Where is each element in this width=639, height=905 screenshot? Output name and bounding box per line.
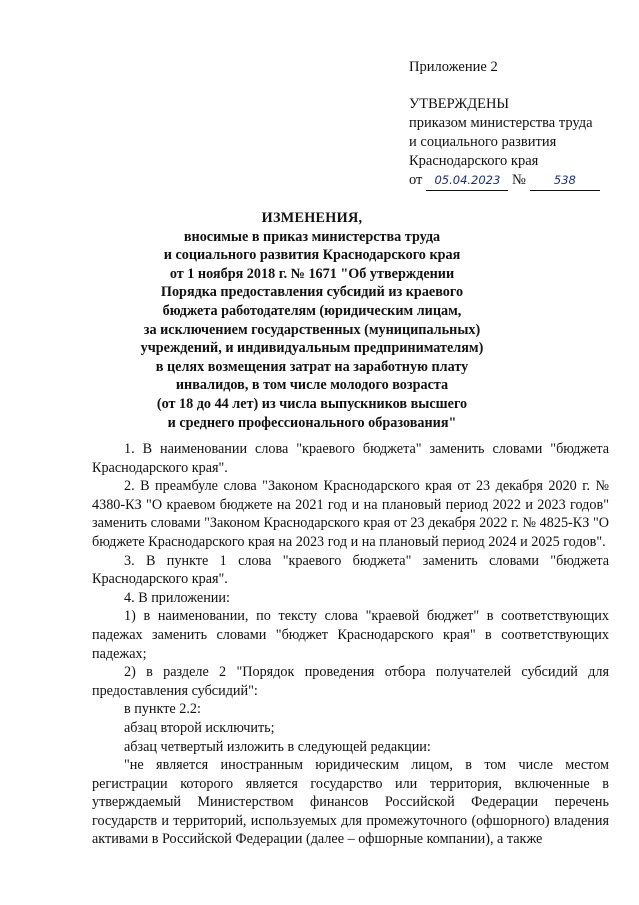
document-title [92, 209, 532, 432]
approval-line-2: и социального развития [409, 134, 557, 150]
title-line: и среднего профессионального образования" [167, 414, 457, 431]
paragraph: 3. В пункте 1 слова "краевого бюджета" заменить словами "бюджета Краснодарского края". [92, 552, 609, 588]
date-prefix: от [409, 172, 423, 188]
paragraph: 1) в наименовании, по тексту слова "краевой бюджет" в соответствующих падежах заменить словами "бюджет Краснодарского края" в соответствующих падежах; [92, 608, 609, 662]
order-date-line [409, 171, 624, 191]
paragraph: 4. В приложении: [124, 589, 230, 606]
approval-stamp [409, 58, 624, 191]
order-date: 05.04.2023 [426, 171, 508, 191]
title-line: инвалидов, в том числе молодого возраста [175, 377, 449, 394]
paragraph: абзац второй исключить; [124, 719, 275, 736]
paragraph: 1. В наименовании слова "краевого бюджета" заменить словами "бюджета Краснодарского края". [92, 441, 609, 476]
title-line: бюджета работодателям (юридическим лицам, [162, 302, 462, 319]
annex-label: Приложение 2 [409, 59, 498, 75]
title-heading: ИЗМЕНЕНИЯ, [261, 210, 363, 226]
title-line: и социального развития Краснодарского края [163, 247, 461, 264]
approval-line-3: Краснодарского края [409, 153, 539, 169]
paragraph: абзац четвертый изложить в следующей редакции: [124, 738, 431, 755]
approval-line-1: приказом министерства труда [409, 115, 593, 131]
title-line: вносимые в приказ министерства труда [183, 228, 441, 245]
number-sign: № [512, 172, 526, 188]
paragraph: 2. В преамбуле слова "Законом Краснодарского края от 23 декабря 2020 г. № 4380-КЗ "О краевом бюджете на 2021 год и на плановый период 2022 и 2023 годов" заменить словами "Законом Краснодарского края от 23 декабря 2022 г. № 4825-КЗ "О бюджете Краснодарского края на 2023 год и на плановый период 2024 и 2025 годов". [92, 478, 609, 550]
paragraph: "не является иностранным юридическим лицом, в том числе местом регистрации которого является государство или территория, включенные в утверждаемый Министерством финансов Российской Федерации перечень государств и территорий, используемых для промежуточного (офшорного) владения активами в Российской Федерации (далее – офшорные компании), а также [92, 757, 609, 848]
paragraph: 2) в разделе 2 "Порядок проведения отбора получателей субсидий для предоставления субсидий": [92, 664, 609, 699]
title-line: Порядка предоставления субсидий из краевого [160, 284, 464, 301]
title-line: за исключением государственных (муниципальных) [143, 321, 481, 338]
title-line: (от 18 до 44 лет) из числа выпускников высшего [156, 395, 468, 412]
approved-label: УТВЕРЖДЕНЫ [409, 96, 510, 112]
paragraph: в пункте 2.2: [124, 701, 201, 718]
order-number: 538 [530, 171, 600, 191]
document-body [92, 440, 609, 849]
title-line: учреждений, и индивидуальным предпринимателям) [140, 340, 484, 357]
title-line: от 1 ноября 2018 г. № 1671 "Об утверждении [169, 265, 455, 282]
title-line: в целях возмещения затрат на заработную плату [155, 358, 469, 375]
